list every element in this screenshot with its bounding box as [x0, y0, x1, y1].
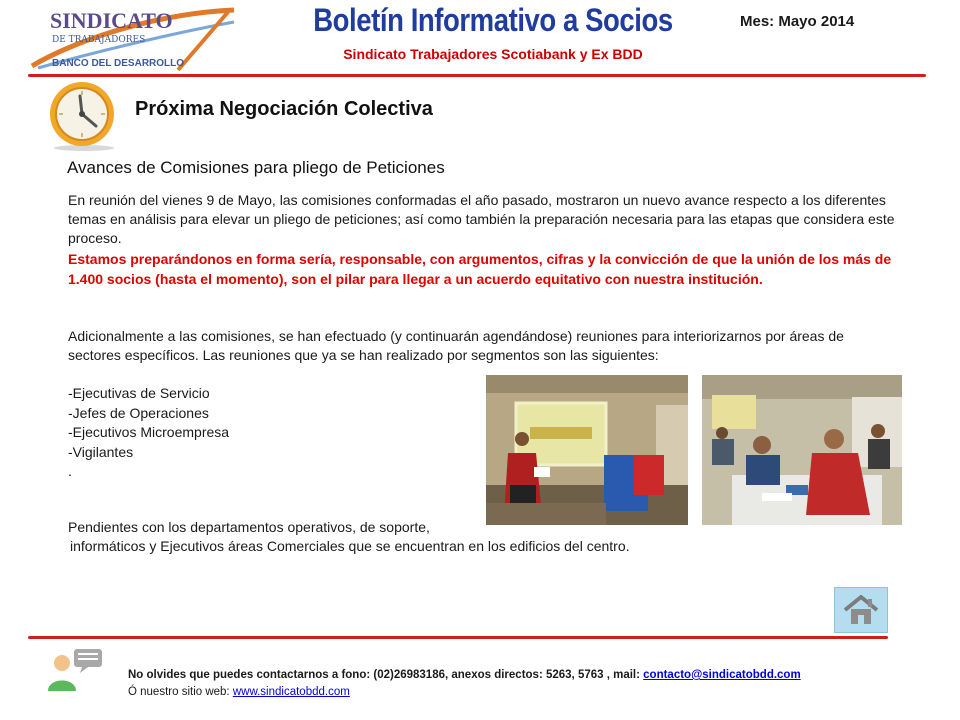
logo-bank: BANCO DEL DESARROLLO [52, 58, 185, 69]
footer-divider [28, 636, 888, 639]
article-subheading: Avances de Comisiones para pliego de Peticiones [67, 158, 445, 177]
newsletter-subtitle: Sindicato Trabajadores Scotiabank y Ex BDD [343, 46, 643, 62]
website-info [128, 686, 350, 698]
contact-prefix: No olvides que puedes contactarnos a fono: (02)26983186, anexos directos: 5263, 5763 , mail: [128, 669, 644, 681]
pending-line-1: Pendientes con los departamentos operativos, de soporte, [68, 519, 430, 535]
additional-paragraph: Adicionalmente a las comisiones, se han efectuado (y continuarán agendándose) reuniones para interiorizarnos por áreas de sectores específicos. Las reuniones que ya se han realizado por segmentos son las siguientes: [68, 328, 844, 363]
list-item: -Vigilantes [68, 443, 134, 460]
list-item: -Ejecutivos Microempresa [68, 424, 230, 440]
home-icon [835, 588, 887, 632]
union-logo [28, 4, 240, 72]
highlight-paragraph: Estamos preparándonos en forma sería, responsable, con argumentos, cifras y la convicción de que la unión de los más de 1.400 socios (hasta el momento), son el pilar para llegar a un acuerdo equitativo con nuestra institución. [68, 251, 892, 287]
newsletter-title: Boletín Informativo a Socios [313, 2, 673, 38]
logo-name: SINDICATO [50, 8, 173, 33]
home-button[interactable] [834, 587, 888, 633]
website-link[interactable]: www.sindicatobdd.com [232, 686, 350, 698]
clock-icon [44, 80, 122, 152]
segments-list [68, 384, 468, 482]
list-item: -Ejecutivas de Servicio [68, 385, 210, 401]
user-chat-icon [44, 647, 106, 693]
logo-tagline: DE TRABAJADORES [52, 35, 146, 45]
meeting-photo-group [702, 375, 902, 525]
contact-info [128, 669, 801, 681]
email-link[interactable]: contacto@sindicatobdd.com [643, 669, 801, 681]
list-item: -Jefes de Operaciones [68, 404, 209, 421]
issue-month: Mes: Mayo 2014 [740, 13, 855, 30]
meeting-photo-presentation [486, 375, 688, 525]
section-title: Próxima Negociación Colectiva [135, 98, 433, 120]
web-prefix: Ó nuestro sitio web: [128, 686, 233, 698]
intro-paragraph: En reunión del vienes 9 de Mayo, las comisiones conformadas el año pasado, mostraron un nuevo avance respecto a los diferentes temas en análisis para elevar un pliego de peticiones; así como también la preparación necesaria para las etapas que considera este proceso. [68, 192, 895, 246]
pending-line-2: informáticos y Ejecutivos áreas Comerciales que se encuentran en los edificios del centro. [70, 538, 630, 554]
header-divider [28, 74, 926, 77]
list-item: . [68, 463, 72, 479]
